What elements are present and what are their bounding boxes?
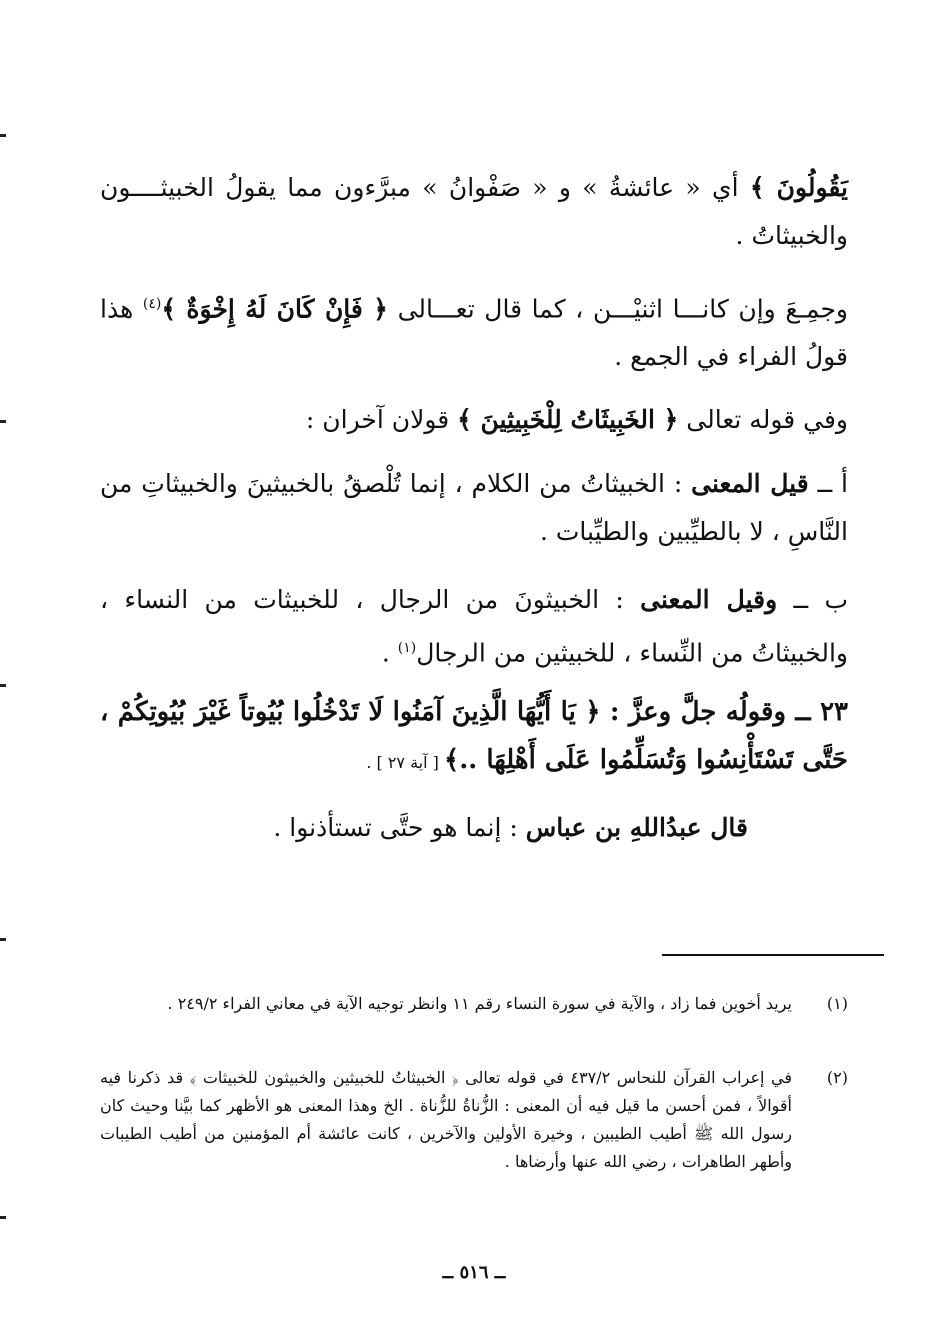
ayah-text: ﴿ فَإِنْ كَانَ لَهُ إِخْوَةٌ ﴾ [161,294,388,324]
margin-mark [0,684,6,687]
footnote-separator [662,954,884,956]
paragraph-5 [100,576,848,677]
paragraph-label: قال عبدُاللهِ بن عباس [525,813,748,842]
paragraph-label: قيل المعنى [691,469,809,498]
list-lead: أ ــ [808,469,848,498]
paragraph-text: أي « عائشةُ » و « صَفْوانُ » مبرَّءون مما يقولُ الخبيثــــون والخبيثاتُ . [100,173,848,250]
footnote-1 [100,990,848,1018]
ayah-text: يَقُولُونَ ﴾ [749,173,848,202]
footnote-text: يريد أخوين فما زاد ، والآية في سورة النساء رقم ١١ وانظر توجيه الآية في معاني الفراء ٢٤٩/٢ . [167,994,792,1013]
footnote-2 [100,1064,848,1176]
margin-mark [0,420,6,423]
footnote-number: (٢) [826,1068,848,1087]
paragraph-6 [100,688,848,787]
paragraph-label: وقيل المعنى [640,585,778,614]
margin-mark [0,134,6,137]
footnote-text: في إعراب القرآن للنحاس ٤٣٧/٢ في قوله تعالى ﴿ الخبيثاتُ للخبيثين والخبيثون للخبيثات ﴾ قد ذكرنا فيه أقوالاً ، فمن أحسن ما قيل فيه أن المعنى : الزُّناةُ للزُّناة . الخ وهذا المعنى هو الأظهر كما بيَّنا وحيث كان رسول الله ﷺ أطيب الطيبين ، وخيرة الأولين والآخرين ، كانت عائشة أم المؤمنين من أطيب الطيبات وأطهر الطاهرات ، رضي الله عنها وأرضاها . [100,1068,792,1171]
paragraph-1 [100,164,848,260]
paragraph-text: قولان آخران : [305,405,458,434]
footnote-number: (١) [826,994,848,1013]
paragraph-text: . [381,638,398,668]
footnote-ref: (٤) [142,296,162,312]
paragraph-text: وفي قوله تعالى [678,405,848,434]
paragraph-text: : إنما هو حتَّى تستأذنوا . [273,813,526,842]
margin-mark [0,938,6,941]
page-number: ــ ٥١٦ ــ [442,1262,506,1283]
list-lead: ب ــ [777,585,848,614]
paragraph-3 [100,396,848,444]
paragraph-2 [100,280,848,381]
margin-mark [0,1216,6,1219]
paragraph-7 [100,804,748,852]
paragraph-4 [100,460,848,556]
paragraph-text: وجمِـعَ وإن كانـــا اثنيْـــن ، كما قال تعـــالى [387,294,848,324]
footnote-ref: (١) [397,640,417,656]
paragraph-text: هذا قولُ الفراء في الجمع . [100,294,848,372]
paragraph-text: : الخبيثونَ من الرجال ، للخبيثات من النساء ، والخبيثاتُ من النِّساء ، للخبيثين من الرجال [100,585,848,668]
ayah-text: ﴿ يَا أَيُّهَا الَّذِينَ آمَنُوا لَا تَدْخُلُوا بُيُوتاً غَيْرَ بُيُوتِكُمْ ، حَتَّى تَسْتَأْنِسُوا وَتُسَلِّمُوا عَلَى أَهْلِهَا ..﴾ [100,697,848,775]
verse-number-lead: ٢٣ ــ وقولُه جلَّ وعزَّ : [600,697,848,727]
ayah-reference: [ آية ٢٧ ] . [366,753,444,772]
ayah-text: ﴿ الخَبِيثَاتُ لِلْخَبِيثِينَ ﴾ [457,405,679,434]
paragraph-text: : الخبيثاتُ من الكلام ، إنما تُلْصقُ بالخبيثينَ والخبيثاتِ من النَّاسِ ، لا بالطيِّبين والطيِّبات . [100,469,848,546]
